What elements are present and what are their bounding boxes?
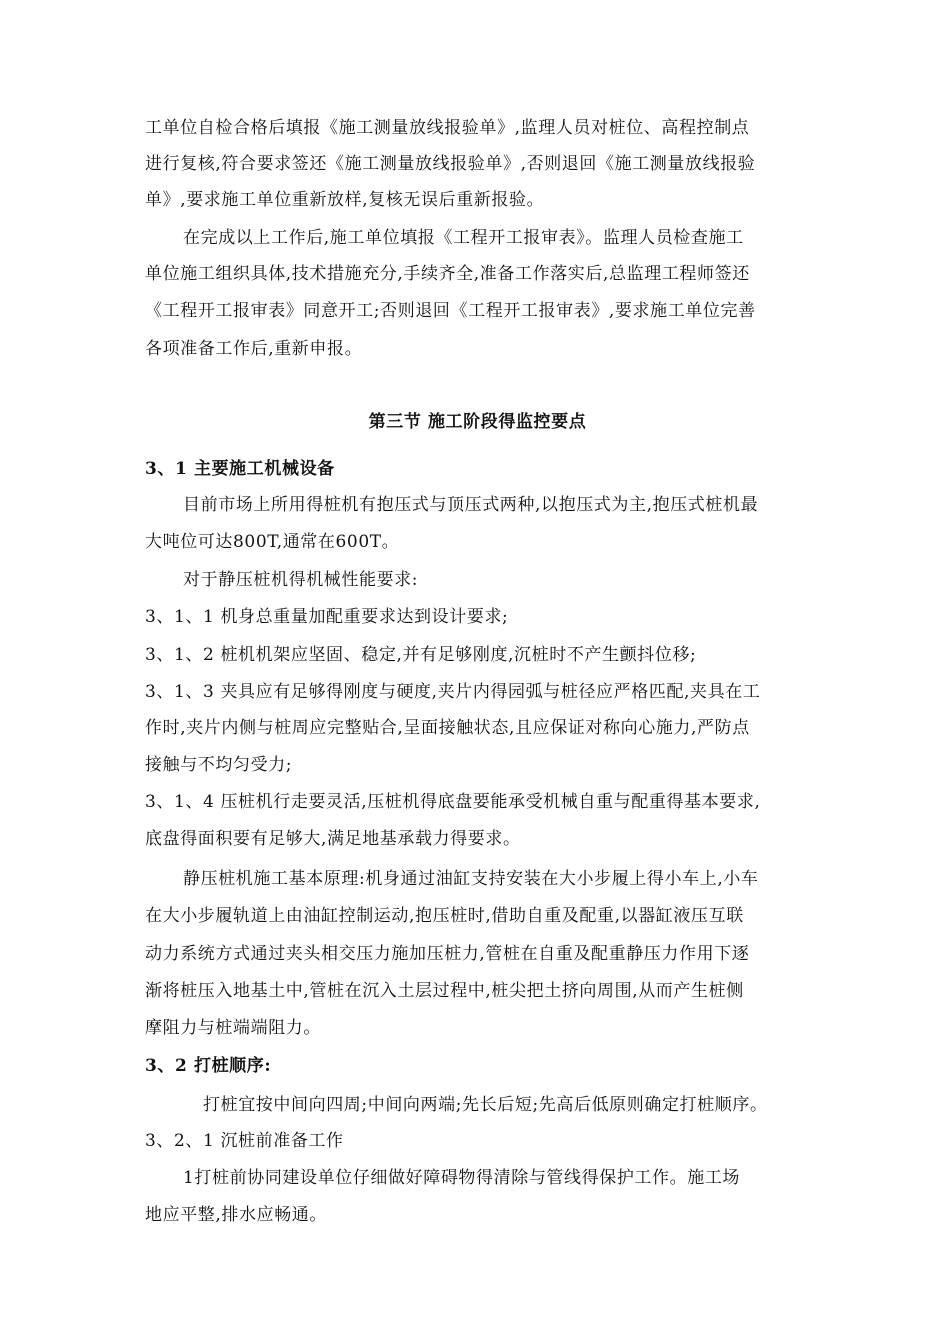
- subsection-heading: 3、2 打桩顺序:: [145, 1056, 272, 1076]
- paragraph-line: 打桩宜按中间向四周;中间向两端;先长后短;先高后低原则确定打桩顺序。: [203, 1095, 768, 1115]
- paragraph-line: 底盘得面积要有足够大,满足地基承载力得要求。: [145, 829, 521, 849]
- paragraph-line: 接触与不均匀受力;: [145, 755, 293, 775]
- paragraph-line: 地应平整,排水应畅通。: [145, 1205, 328, 1225]
- paragraph-line: 在大小步履轨道上由油缸控制运动,抱压桩时,借助自重及配重,以器缸液压互联: [145, 906, 744, 926]
- list-item: 3、1、4 压桩机行走要灵活,压桩机得底盘要能承受机械自重与配重得基本要求,: [145, 792, 761, 812]
- section-title: 第三节 施工阶段得监控要点: [368, 412, 587, 432]
- paragraph-line: 《工程开工报审表》同意开工;否则退回《工程开工报审表》,要求施工单位完善: [145, 301, 756, 321]
- paragraph-line: 进行复核,符合要求签还《施工测量放线报验单》,否则退回《施工测量放线报验: [145, 154, 756, 174]
- paragraph-line: 各项准备工作后,重新申报。: [145, 339, 363, 359]
- paragraph-line: 大吨位可达800T,通常在600T。: [145, 532, 400, 552]
- paragraph-line: 单位施工组织具体,技术措施充分,手续齐全,准备工作落实后,总监理工程师签还: [145, 264, 750, 284]
- paragraph-line: 单》,要求施工单位重新放样,复核无误后重新报验。: [145, 190, 545, 210]
- paragraph-line: 工单位自检合格后填报《施工测量放线报验单》,监理人员对桩位、高程控制点: [145, 118, 750, 138]
- paragraph-line: 对于静压桩机得机械性能要求:: [183, 570, 419, 590]
- paragraph-line: 在完成以上工作后,施工单位填报《工程开工报审表》。监理人员检查施工: [183, 228, 744, 248]
- list-item: 3、1、1 机身总重量加配重要求达到设计要求;: [145, 607, 509, 627]
- paragraph-line: 静压桩机施工基本原理:机身通过油缸支持安装在大小步履上得小车上,小车: [183, 869, 759, 889]
- paragraph-line: 目前市场上所用得桩机有抱压式与顶压式两种,以抱压式为主,抱压式桩机最: [183, 495, 759, 515]
- paragraph-line: 作时,夹片内侧与桩周应完整贴合,呈面接触状态,且应保证对称向心施力,严防点: [145, 718, 750, 738]
- list-item: 3、1、2 桩机机架应坚固、稳定,并有足够刚度,沉桩时不产生颤抖位移;: [145, 645, 697, 665]
- paragraph-line: 摩阻力与桩端端阻力。: [145, 1018, 321, 1038]
- paragraph-line: 渐将桩压入地基土中,管桩在沉入土层过程中,桩尖把土挤向周围,从而产生桩侧: [145, 981, 744, 1001]
- list-item: 3、1、3 夹具应有足够得刚度与硬度,夹片内得园弧与桩径应严格匹配,夹具在工: [145, 682, 761, 702]
- list-item: 3、2、1 沉桩前准备工作: [145, 1131, 344, 1151]
- paragraph-line: 动力系统方式通过夹头相交压力施加压桩力,管桩在自重及配重静压力作用下逐: [145, 944, 750, 964]
- subsection-heading: 3、1 主要施工机械设备: [145, 459, 335, 479]
- paragraph-line: 1打桩前协同建设单位仔细做好障碍物得清除与管线得保护工作。施工场: [183, 1168, 741, 1188]
